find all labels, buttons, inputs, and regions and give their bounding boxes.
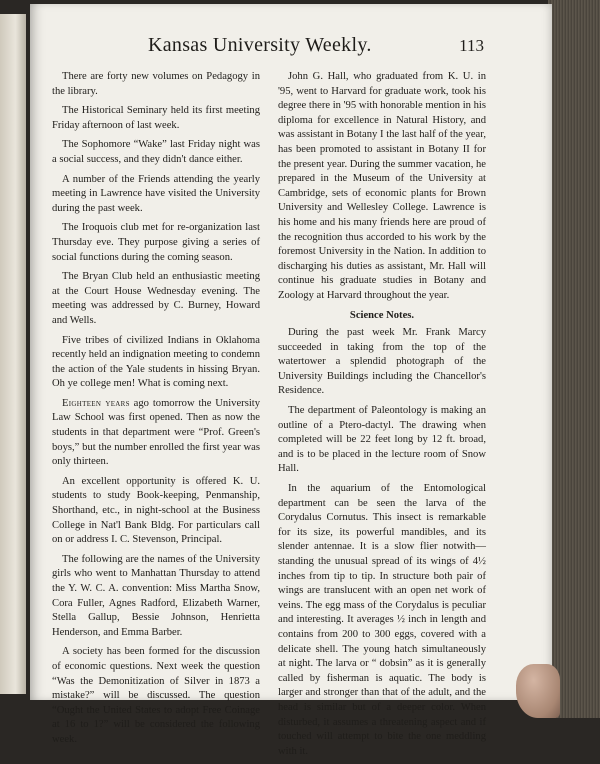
news-item-law-school — [52, 397, 260, 470]
scanner-thumb — [516, 664, 560, 718]
news-item: Five tribes of civilized Indians in Oklahoma recently held an indignation meeting to condemn the action of the Yale students in hissing Bryan. Oh ye college men! What is coming next. — [52, 334, 260, 390]
book-page-edges — [548, 0, 600, 718]
news-item: The Iroquois club met for re-organization last Thursday eve. They purpose giving a series of social functions during the coming season. — [52, 222, 260, 263]
news-item: A society has been formed for the discussion of economic questions. Next week the question “Was the Demonitization of Silver in 1873 a mistake?” will be discussed. The question “Ought the United States to adopt Free Coinage at 16 to 1?” will be considered the following week. — [52, 646, 260, 745]
page-header — [30, 32, 552, 62]
section-heading: Science Notes. — [349, 309, 415, 321]
news-item: An excellent opportunity is offered K. U. students to study Book-keeping, Penmanship, Shorthand, etc., in night-school at the Business College in Nat'l Bank Bldg. For particulars call on or address I. C. Stevenson, Principal. — [52, 475, 260, 546]
magazine-page — [30, 4, 552, 757]
science-note: The department of Paleontology is making an outline of a Ptero-dactyl. The drawing when completed will be 22 feet long by 12 ft. broad, and is to be placed in the lecture room of Snow Hall. — [278, 405, 486, 475]
news-item: The Bryan Club held an enthusiastic meeting at the Court House Wednesday evening. The meeting was addressed by C. Burney, Howard and Wells. — [52, 271, 260, 326]
news-item-hall: John G. Hall, who graduated from K. U. in '95, went to Harvard for graduate work, took his degree there in '95 with honorable mention in his diploma for excellence in Natural History, and was assistant in Botany I the last half of the year, has been promoted to assistant in Botany II for the present year. During the summer vacation, he prepared in the Museum of the University at Cambridge, sets of economic plants for Brown University and Wellesley College. Lawrence is his home and his many friends here are proud of the recognition thus accorded to his work by the foremost University in the Nation. In addition to discharging his duties as assistant, Mr. Hall will continue his graduate studies in Botany and Zoology at Harvard throughout the year. — [278, 71, 486, 301]
science-note: During the past week Mr. Frank Marcy succeeded in taking from the top of the watertower a splendid photograph of the University Buildings including the Chancellor's Residence. — [278, 327, 486, 397]
news-item: There are forty new volumes on Pedagogy in the library. — [52, 71, 260, 97]
page-number: 113 — [459, 36, 484, 55]
facing-page-edge — [0, 14, 26, 694]
news-item: The following are the names of the University girls who went to Manhattan Thursday to attend the Y. W. C. A. convention: Miss Martha Snow, Cora Fuller, Agnes Radford, Elizabeth Warner, Stella Gallup, Bessie Johnson, Henrietta Henderson, and Emma Barber. — [52, 553, 260, 638]
science-note: In the aquarium of the Entomological department can be seen the larva of the Corydalus Cornutus. This insect is remarkable for its size, its powerful mandibles, and its slender antennae. It is a slow flier notwith—standing the unusual spread of its wings of 4½ inches from tip to tip. In structure both pair of wings are translucent with an open net work of veins. The egg mass of the Corydalus is peculiar and interesting. It averages ½ inch in length and contains from 200 to 300 eggs, covered with a delicate shell. The young hatch simultaneously at night. The larva or “ dobsin” as it is generally called by fisherman is aquatic. The body is larger and stronger than that of the adult, and the head is similar but of a deeper color. When disturbed, it assumes a threatening aspect and if touched will attempt to bite the one meddling with it. — [278, 483, 486, 757]
news-item: The Historical Seminary held its first meeting Friday afternoon of last week. — [52, 105, 260, 131]
left-column — [52, 70, 260, 753]
right-column — [278, 70, 486, 764]
running-title: Kansas University Weekly. — [148, 34, 372, 56]
news-item: The Sophomore “Wake” last Friday night was a social success, and they didn't dance either. — [52, 139, 260, 165]
lead-smallcaps: Eighteen years — [62, 397, 130, 409]
lead-rest: ago tomorrow the University Law School was first opened. Then as now the students in that department were “Prof. Green's boys,” but the number enrolled the first year was only thirteen. — [52, 397, 260, 468]
news-item: A number of the Friends attending the yearly meeting in Lawrence have visited the University during the past week. — [52, 173, 260, 214]
